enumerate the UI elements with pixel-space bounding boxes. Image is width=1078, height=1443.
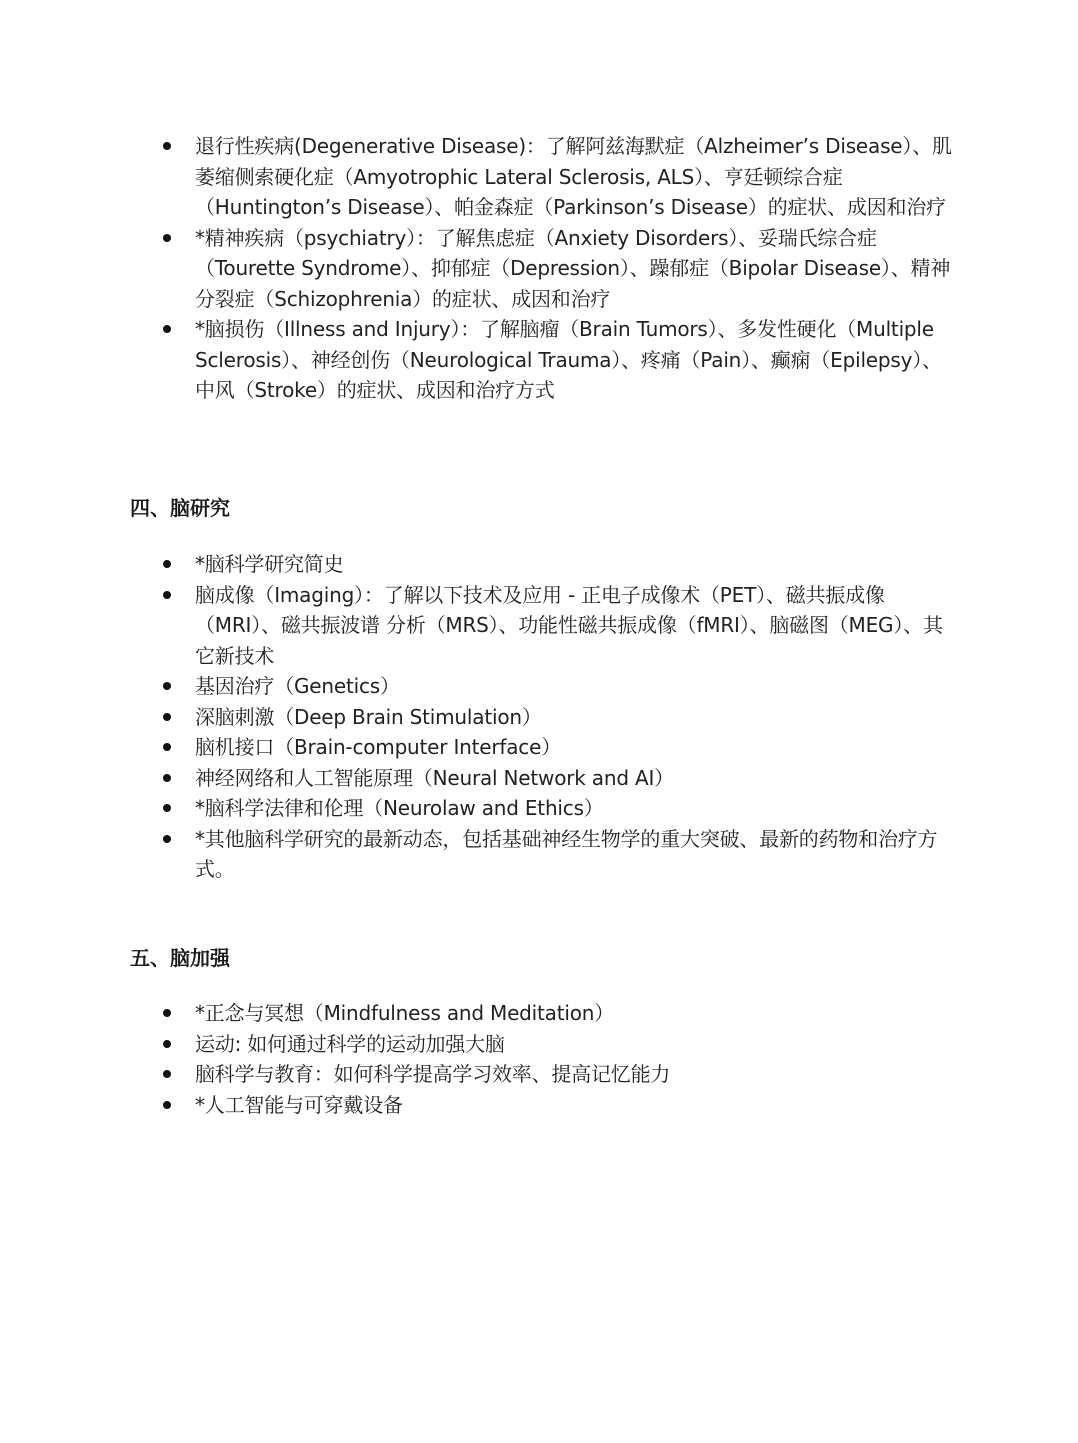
bullet-icon xyxy=(163,804,171,812)
section5-heading: 五、脑加强 xyxy=(130,946,230,970)
bullet-icon xyxy=(163,1070,171,1078)
list-item-text: *脑损伤（Illness and Injury）：了解脑瘤（Brain Tumors）、多发性硬化（Multiple Sclerosis）、神经创伤（Neurological Trauma）、疼痛（Pain）、癫痫（Epilepsy）、中风（Stroke）的症状、成因和治疗方式 xyxy=(195,317,942,402)
list-item-text: 脑机接口（Brain-computer Interface） xyxy=(195,735,562,759)
bullet-icon xyxy=(163,682,171,690)
list-item-text: 运动: 如何通过科学的运动加强大脑 xyxy=(195,1031,505,1056)
list-item xyxy=(160,1029,960,1060)
list-item-text: *其他脑科学研究的最新动态，包括基础神经生物学的重大突破、最新的药物和治疗方式。 xyxy=(195,826,938,881)
list-item xyxy=(160,998,960,1029)
bullet-icon xyxy=(163,743,171,751)
bullet-icon xyxy=(163,325,171,333)
bullet-icon xyxy=(163,1009,171,1017)
list-item xyxy=(160,824,960,885)
list-item-text: 脑成像（Imaging）：了解以下技术及应用 - 正电子成像术（PET）、磁共振成像（MRI）、磁共振波谱 分析（MRS）、功能性磁共振成像（fMRI）、脑磁图（MEG）、其它新技术 xyxy=(195,582,943,668)
list-item-text: 基因治疗（Genetics） xyxy=(195,674,400,698)
list-item-text: 深脑刺激（Deep Brain Stimulation） xyxy=(195,704,542,729)
section4-heading: 四、脑研究 xyxy=(130,496,230,520)
bullet-icon xyxy=(163,1040,171,1048)
list-item-text: *脑科学研究简史 xyxy=(195,552,344,576)
list-item-text: *脑科学法律和伦理（Neurolaw and Ethics） xyxy=(195,796,604,820)
list-item xyxy=(160,549,960,580)
list-item-text: 脑科学与教育：如何科学提高学习效率、提高记忆能力 xyxy=(195,1062,671,1086)
list-item xyxy=(160,702,960,733)
section3-list xyxy=(160,131,960,406)
list-item xyxy=(160,793,960,824)
list-item xyxy=(160,314,960,406)
list-item xyxy=(160,1090,960,1121)
bullet-icon xyxy=(163,142,171,150)
list-item xyxy=(160,580,960,672)
list-item-text: *正念与冥想（Mindfulness and Meditation） xyxy=(195,1001,615,1025)
bullet-icon xyxy=(163,234,171,242)
list-item-text: *精神疾病（psychiatry）：了解焦虑症（Anxiety Disorders）、妥瑞氏综合症（Tourette Syndrome）、抑郁症（Depression）、躁郁症（Bipolar Disease）、精神分裂症（Schizophrenia）的症状、成因和治疗 xyxy=(195,225,951,311)
list-item xyxy=(160,732,960,763)
list-item xyxy=(160,671,960,702)
section4-list xyxy=(160,549,960,885)
bullet-icon xyxy=(163,774,171,782)
list-item-text: *人工智能与可穿戴设备 xyxy=(195,1092,403,1117)
bullet-icon xyxy=(163,1101,171,1109)
list-item xyxy=(160,1059,960,1090)
list-item xyxy=(160,763,960,794)
list-item-text: 神经网络和人工智能原理（Neural Network and AI） xyxy=(195,765,674,790)
bullet-icon xyxy=(163,835,171,843)
section5-list xyxy=(160,998,960,1120)
bullet-icon xyxy=(163,560,171,568)
list-item-text: 退行性疾病(Degenerative Disease)：了解阿兹海默症（Alzheimer’s Disease）、肌萎缩侧索硬化症（Amyotrophic Lateral Sclerosis, ALS）、亨廷顿综合症（Huntington’s Disease）、帕金森症（Parkinson’s Disease）的症状、成因和治疗 xyxy=(195,134,952,219)
list-item xyxy=(160,223,960,315)
bullet-icon xyxy=(163,713,171,721)
list-item xyxy=(160,131,960,223)
bullet-icon xyxy=(163,591,171,599)
